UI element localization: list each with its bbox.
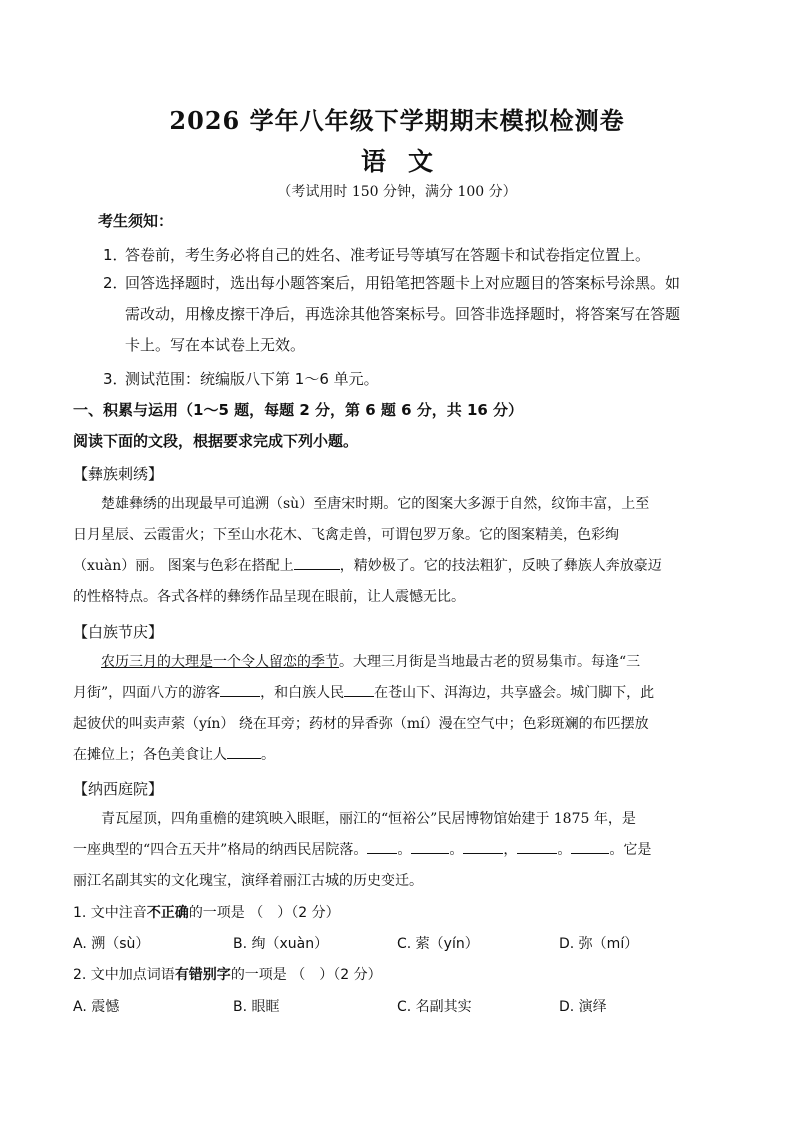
fill-blank xyxy=(227,744,261,759)
notice-item-1 xyxy=(103,240,723,271)
passage-text: ， xyxy=(503,842,518,858)
passage-line: 青瓦屋顶，四角重檐的建筑映入眼眶，丽江的“恒裕公”民居博物馆始建于 1875 年，是 xyxy=(101,811,636,827)
passage-line xyxy=(73,678,723,709)
question-keyword: 不正确 xyxy=(146,905,189,921)
subject-title: 语文 xyxy=(360,147,455,176)
passage-text: 。 xyxy=(557,842,572,858)
notice-title: 考生须知： xyxy=(98,212,174,230)
notice-item-text: 测试范围：统编版八下第 1～6 单元。 xyxy=(125,370,379,388)
passage-naxi xyxy=(73,804,723,897)
question-stem: 的一项是 （ ）（2 分） xyxy=(188,905,340,921)
fill-blank xyxy=(367,839,397,854)
passage-text: ，精妙极了。它的技法粗犷，反映了彝族人奔放豪迈 xyxy=(339,558,662,574)
notice-item-text: 答卷前，考生务必将自己的姓名、准考证号等填写在答题卡和试卷指定位置上。 xyxy=(125,246,651,264)
passage-line: 的性格特点。各式各样的彝绣作品呈现在眼前，让人震憾无比。 xyxy=(73,589,465,605)
notice-item-2 xyxy=(103,268,723,361)
question-stem: 的一项是 （ ）（2 分） xyxy=(230,967,382,983)
question-stem: 2. 文中加点词语 xyxy=(73,967,175,983)
question-stem: 1. 文中注音 xyxy=(73,905,147,921)
passage-text: 。 xyxy=(449,842,464,858)
section-title: 一、积累与运用（1～5 题，每题 2 分，第 6 题 6 分，共 16 分） xyxy=(73,401,524,419)
passage-yi xyxy=(73,489,723,613)
option-c[interactable]: C. 名副其实 xyxy=(397,999,472,1015)
notice-item-number: 3． xyxy=(103,370,128,388)
passage-line: 起彼伏的叫卖声萦（yín） 绕在耳旁；药材的异香弥（mí）漫在空气中；色彩斑斓的布匹摆放 xyxy=(73,716,649,732)
section-instruction: 阅读下面的文段，根据要求完成下列小题。 xyxy=(73,432,359,450)
question-1 xyxy=(73,902,340,922)
passage-header-yi: 【彝族刺绣】 xyxy=(73,465,164,483)
option-d[interactable]: D. 演绎 xyxy=(559,999,607,1015)
notice-item-text: 需改动，用橡皮擦干净后，再选涂其他答案标号。回答非选择题时，将答案写在答题 xyxy=(125,305,681,323)
passage-text: 月街”，四面八方的游客 xyxy=(73,685,221,701)
passage-line: 日月星辰、云霞雷火；下至山水花木、飞禽走兽，可谓包罗万象。它的图案精美，色彩绚 xyxy=(73,527,619,543)
option-a[interactable]: A. 溯（sù） xyxy=(73,936,150,952)
option-b[interactable]: B. 绚（xuàn） xyxy=(233,936,329,952)
passage-line: 楚雄彝绣的出现最早可追溯（sù）至唐宋时期。它的图案大多源于自然，纹饰丰富，上至 xyxy=(101,496,650,512)
fill-blank xyxy=(411,839,449,854)
passage-header-bai: 【白族节庆】 xyxy=(73,623,164,641)
notice-item-3 xyxy=(103,364,723,395)
passage-text: 。大理三月街是当地最古老的贸易集市。每逢“三 xyxy=(339,654,641,670)
passage-line xyxy=(73,740,723,771)
passage-line xyxy=(73,551,723,582)
exam-info: （考试用时 150 分钟，满分 100 分） xyxy=(277,184,517,200)
question-keyword: 有错别字 xyxy=(174,967,231,983)
passage-text: 。 xyxy=(397,842,412,858)
passage-line xyxy=(73,835,723,866)
passage-text: 一座典型的“四合五天井”格局的纳西民居院落。 xyxy=(73,842,368,858)
passage-line: 丽江名副其实的文化瑰宝，演绎着丽江古城的历史变迁。 xyxy=(73,873,423,889)
fill-blank xyxy=(463,839,503,854)
passage-bai xyxy=(73,647,723,771)
notice-item-number: 2． xyxy=(103,274,128,292)
passage-text: 在摊位上；各色美食让人 xyxy=(73,747,227,763)
passage-text: ，和白族人民 xyxy=(260,685,345,701)
passage-text: 。 xyxy=(261,747,275,763)
fill-blank xyxy=(344,682,374,697)
passage-text: （xuàn）丽。 图案与色彩在搭配上 xyxy=(73,558,294,574)
fill-blank xyxy=(571,839,609,854)
page-title: 2026 学年八年级下学期期末模拟检测卷 xyxy=(169,106,625,135)
option-c[interactable]: C. 萦（yín） xyxy=(397,936,479,952)
notice-item-text: 卡上。写在本试卷上无效。 xyxy=(125,336,306,354)
notice-item-text: 回答选择题时，选出每小题答案后，用铅笔把答题卡上对应题目的答案标号涂黑。如 xyxy=(125,274,681,292)
notice-item-number: 1． xyxy=(103,246,128,264)
passage-text: 在苍山下、洱海边，共享盛会。城门脚下，此 xyxy=(374,685,655,701)
question-2 xyxy=(73,964,382,984)
underlined-sentence: 农历三月的大理是一个令人留恋的季节 xyxy=(101,654,339,670)
option-d[interactable]: D. 弥（mí） xyxy=(559,936,639,952)
option-b[interactable]: B. 眼眶 xyxy=(233,999,280,1015)
option-a[interactable]: A. 震憾 xyxy=(73,999,120,1015)
passage-line xyxy=(73,647,723,678)
passage-text: 。它是 xyxy=(609,842,652,858)
passage-header-naxi: 【纳西庭院】 xyxy=(73,780,164,798)
fill-blank xyxy=(220,682,260,697)
fill-blank xyxy=(517,839,557,854)
fill-blank xyxy=(294,555,340,570)
